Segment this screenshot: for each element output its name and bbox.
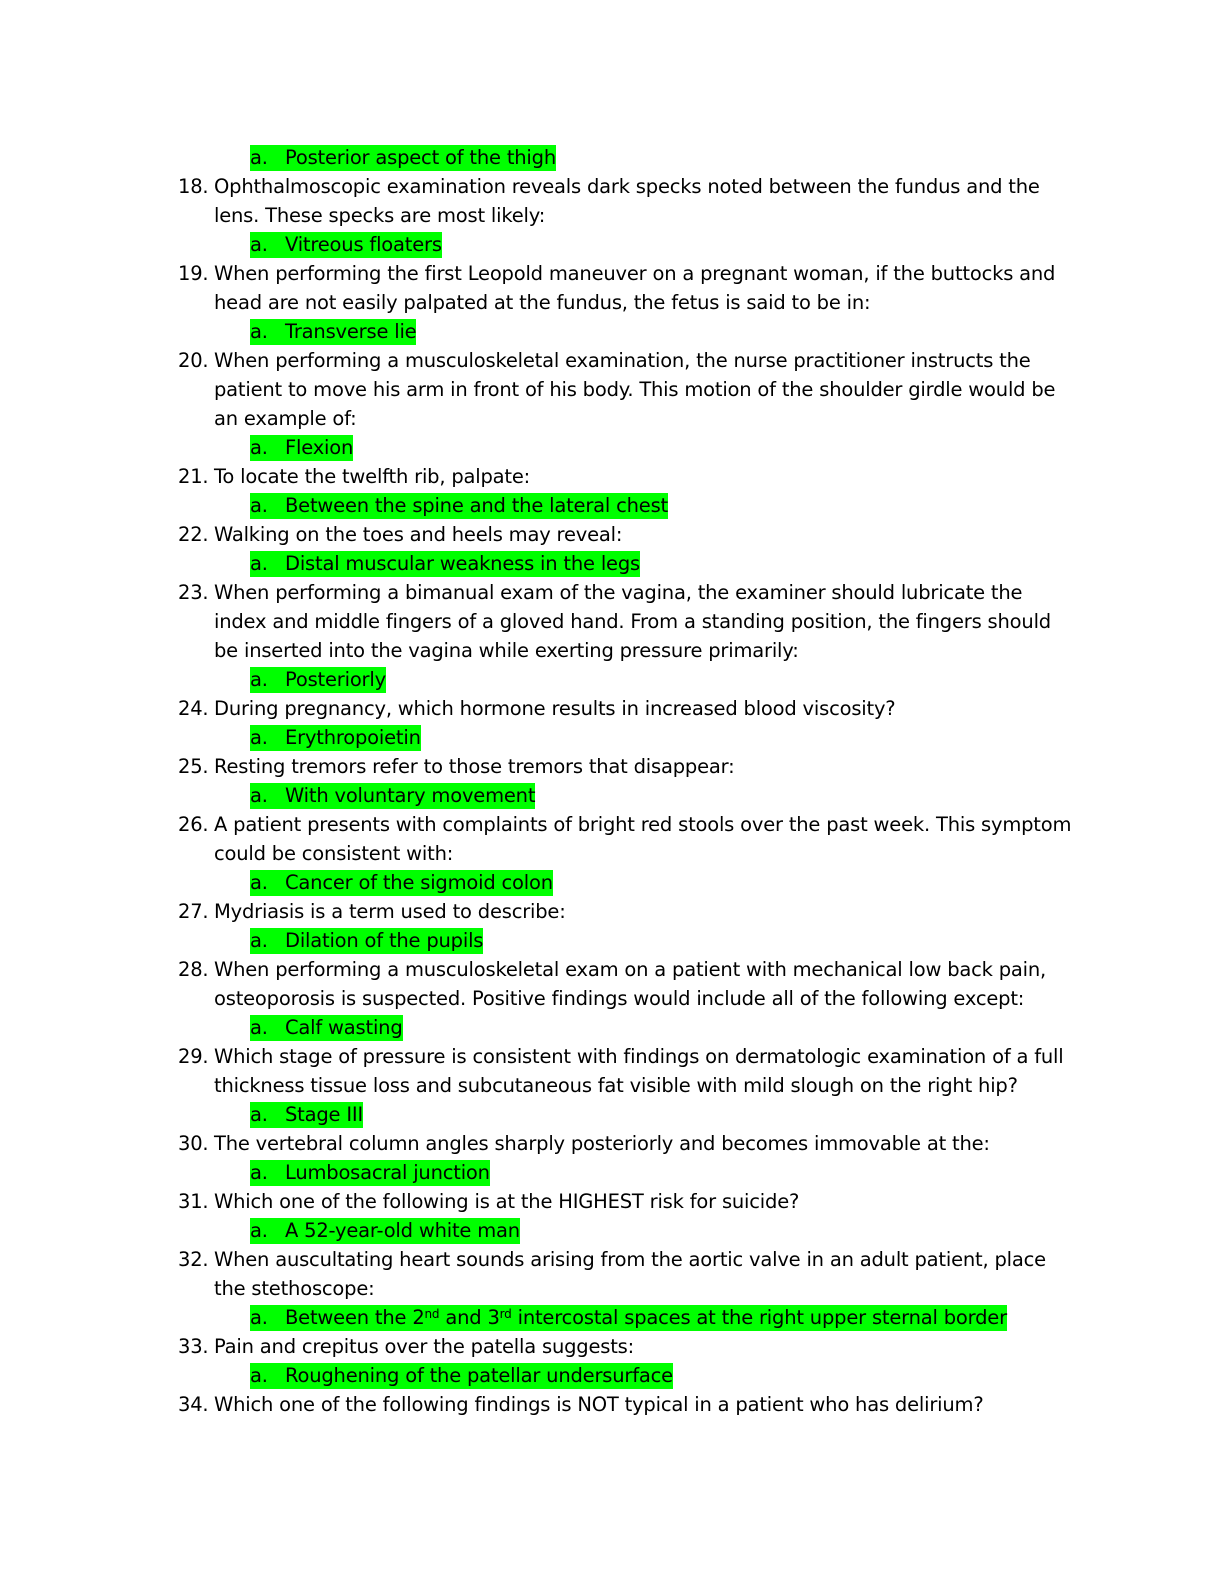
answer-highlight bbox=[250, 783, 535, 809]
question-item bbox=[178, 1042, 1078, 1100]
answer-text: Erythropoietin bbox=[285, 726, 421, 749]
answer-text: Calf wasting bbox=[285, 1016, 403, 1039]
answer-highlight bbox=[250, 667, 386, 693]
answer-superscript-rd: rd bbox=[499, 1307, 512, 1321]
answer-item bbox=[178, 230, 1078, 259]
answer-letter: a. bbox=[250, 929, 268, 952]
question-number: 25. bbox=[178, 755, 209, 778]
question-item bbox=[178, 1129, 1078, 1158]
answer-letter: a. bbox=[250, 1103, 268, 1126]
question-text: Pain and crepitus over the patella suggests: bbox=[214, 1335, 635, 1358]
answer-item bbox=[178, 1100, 1078, 1129]
question-text: When performing a musculoskeletal examination, the nurse practitioner instructs the patient to move his arm in front of his body. This motion of the shoulder girdle would be an example of: bbox=[214, 349, 1056, 430]
question-text: The vertebral column angles sharply posteriorly and becomes immovable at the: bbox=[214, 1132, 990, 1155]
answer-text: With voluntary movement bbox=[285, 784, 536, 807]
answer-text: Distal muscular weakness in the legs bbox=[285, 552, 640, 575]
answer-text: Cancer of the sigmoid colon bbox=[285, 871, 553, 894]
answer-text: Lumbosacral junction bbox=[285, 1161, 490, 1184]
answer-highlight bbox=[250, 232, 442, 258]
answer-letter: a. bbox=[250, 726, 268, 749]
answer-highlight bbox=[250, 1218, 520, 1244]
answer-highlight bbox=[250, 1305, 1007, 1331]
answer-text: Between the spine and the lateral chest bbox=[285, 494, 668, 517]
answer-letter: a. bbox=[250, 668, 268, 691]
question-text: Which one of the following findings is NOT typical in a patient who has delirium? bbox=[214, 1393, 984, 1416]
answer-letter: a. bbox=[250, 233, 268, 256]
question-number: 19. bbox=[178, 262, 209, 285]
answer-letter: a. bbox=[250, 1161, 268, 1184]
answer-32 bbox=[178, 1303, 1078, 1332]
question-item bbox=[178, 462, 1078, 491]
question-text: When auscultating heart sounds arising from the aortic valve in an adult patient, place the stethoscope: bbox=[214, 1248, 1046, 1300]
question-number: 23. bbox=[178, 581, 209, 604]
answer-letter: a. bbox=[250, 1219, 268, 1242]
questions-container bbox=[178, 172, 1078, 1245]
answer-highlight bbox=[250, 493, 668, 519]
answer-letter: a. bbox=[250, 146, 268, 169]
question-text: A patient presents with complaints of bright red stools over the past week. This symptom could be consistent with: bbox=[214, 813, 1072, 865]
question-text: Mydriasis is a term used to describe: bbox=[214, 900, 566, 923]
answer-item bbox=[178, 549, 1078, 578]
answer-letter: a. bbox=[250, 552, 268, 575]
answer-item bbox=[178, 781, 1078, 810]
answer-item bbox=[178, 433, 1078, 462]
question-text: When performing a bimanual exam of the vagina, the examiner should lubricate the index and middle fingers of a gloved hand. From a standing position, the fingers should be inserted into the vagina while exerting pressure primarily: bbox=[214, 581, 1051, 662]
answer-item bbox=[178, 723, 1078, 752]
question-item bbox=[178, 694, 1078, 723]
answer-text: Transverse lie bbox=[285, 320, 417, 343]
answer-33 bbox=[178, 1361, 1078, 1390]
question-item bbox=[178, 810, 1078, 868]
answer-17 bbox=[178, 143, 1078, 172]
question-text: To locate the twelfth rib, palpate: bbox=[214, 465, 531, 488]
answer-letter: a. bbox=[250, 784, 268, 807]
answer-item bbox=[178, 1216, 1078, 1245]
question-item bbox=[178, 172, 1078, 230]
answer-text-part3: intercostal spaces at the right upper sternal border bbox=[511, 1306, 1007, 1329]
question-32 bbox=[178, 1245, 1078, 1303]
answer-letter: a. bbox=[250, 494, 268, 517]
answer-text: Roughening of the patellar undersurface bbox=[285, 1364, 673, 1387]
answer-item bbox=[178, 1158, 1078, 1187]
answer-text: Dilation of the pupils bbox=[285, 929, 484, 952]
answer-letter: a. bbox=[250, 1016, 268, 1039]
answer-highlight bbox=[250, 1015, 403, 1041]
answer-text: Posteriorly bbox=[285, 668, 386, 691]
question-text: Which one of the following is at the HIGHEST risk for suicide? bbox=[214, 1190, 800, 1213]
question-number: 26. bbox=[178, 813, 209, 836]
question-text: During pregnancy, which hormone results in increased blood viscosity? bbox=[214, 697, 896, 720]
question-number: 21. bbox=[178, 465, 209, 488]
answer-item bbox=[178, 317, 1078, 346]
answer-highlight bbox=[250, 319, 416, 345]
answer-highlight bbox=[250, 1160, 490, 1186]
question-list bbox=[178, 143, 1078, 1419]
answer-item bbox=[178, 868, 1078, 897]
answer-highlight bbox=[250, 551, 640, 577]
question-text: Which stage of pressure is consistent with findings on dermatologic examination of a full thickness tissue loss and subcutaneous fat visible with mild slough on the right hip? bbox=[214, 1045, 1064, 1097]
question-number: 24. bbox=[178, 697, 209, 720]
question-text: Walking on the toes and heels may reveal: bbox=[214, 523, 623, 546]
answer-superscript-nd: nd bbox=[424, 1307, 440, 1321]
answer-letter: a. bbox=[250, 320, 268, 343]
question-text: When performing the first Leopold maneuver on a pregnant woman, if the buttocks and head are not easily palpated at the fundus, the fetus is said to be in: bbox=[214, 262, 1056, 314]
question-item bbox=[178, 578, 1078, 665]
answer-text-part1: Between the 2 bbox=[285, 1306, 425, 1329]
question-item bbox=[178, 955, 1078, 1013]
answer-highlight bbox=[250, 145, 556, 171]
answer-letter: a. bbox=[250, 436, 268, 459]
question-number: 29. bbox=[178, 1045, 209, 1068]
question-number: 30. bbox=[178, 1132, 209, 1155]
question-number: 18. bbox=[178, 175, 209, 198]
answer-text: Vitreous floaters bbox=[285, 233, 442, 256]
question-item bbox=[178, 897, 1078, 926]
question-34 bbox=[178, 1390, 1078, 1419]
question-item bbox=[178, 346, 1078, 433]
answer-highlight bbox=[250, 928, 483, 954]
question-item bbox=[178, 259, 1078, 317]
answer-item bbox=[178, 665, 1078, 694]
answer-text: Flexion bbox=[285, 436, 354, 459]
answer-item bbox=[178, 1013, 1078, 1042]
answer-highlight bbox=[250, 435, 353, 461]
question-text: Resting tremors refer to those tremors that disappear: bbox=[214, 755, 735, 778]
question-text: Ophthalmoscopic examination reveals dark specks noted between the fundus and the lens. These specks are most likely: bbox=[214, 175, 1040, 227]
answer-highlight bbox=[250, 1363, 673, 1389]
question-text: When performing a musculoskeletal exam on a patient with mechanical low back pain, osteoporosis is suspected. Positive findings would include all of the following except: bbox=[214, 958, 1047, 1010]
question-number: 32. bbox=[178, 1248, 209, 1271]
answer-letter: a. bbox=[250, 871, 268, 894]
question-number: 22. bbox=[178, 523, 209, 546]
answer-text-part2: and 3 bbox=[439, 1306, 500, 1329]
answer-highlight bbox=[250, 870, 553, 896]
answer-highlight bbox=[250, 725, 421, 751]
question-item bbox=[178, 520, 1078, 549]
answer-text: Posterior aspect of the thigh bbox=[285, 146, 556, 169]
answer-highlight bbox=[250, 1102, 363, 1128]
answer-letter: a. bbox=[250, 1306, 268, 1329]
answer-item bbox=[178, 491, 1078, 520]
answer-letter: a. bbox=[250, 1364, 268, 1387]
question-33 bbox=[178, 1332, 1078, 1361]
answer-text: Stage III bbox=[285, 1103, 363, 1126]
question-number: 28. bbox=[178, 958, 209, 981]
question-number: 33. bbox=[178, 1335, 209, 1358]
question-item bbox=[178, 752, 1078, 781]
question-number: 20. bbox=[178, 349, 209, 372]
question-item bbox=[178, 1187, 1078, 1216]
question-number: 34. bbox=[178, 1393, 209, 1416]
question-number: 31. bbox=[178, 1190, 209, 1213]
answer-text: A 52-year-old white man bbox=[285, 1219, 520, 1242]
answer-item bbox=[178, 926, 1078, 955]
question-number: 27. bbox=[178, 900, 209, 923]
